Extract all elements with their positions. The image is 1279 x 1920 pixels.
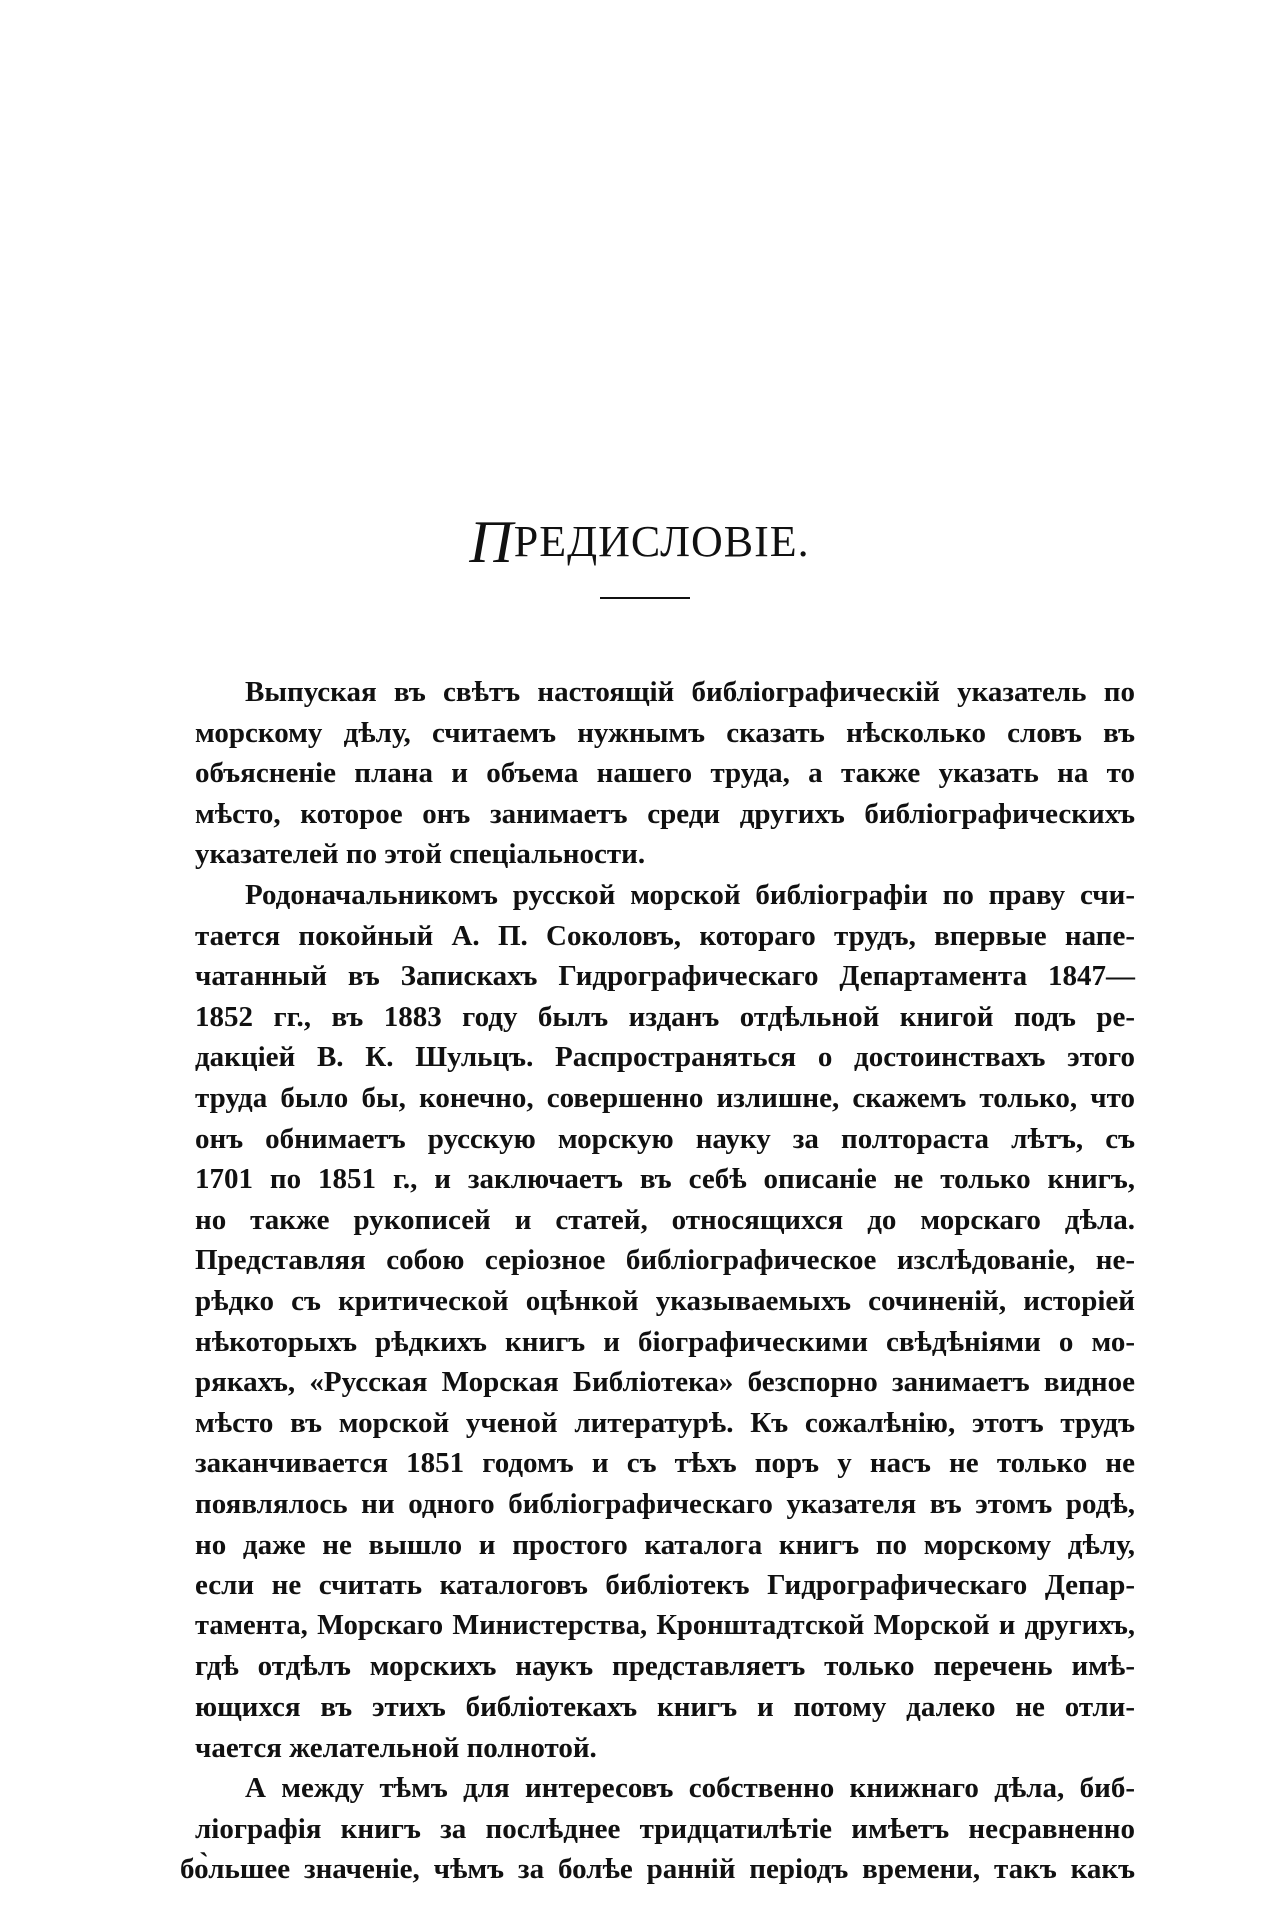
- text-line: рѣдко съ критической оцѣнкой указываемыхъ сочиненій, исторіей: [195, 1285, 1135, 1317]
- text-line: ліографія книгъ за послѣднее тридцатилѣтіе имѣетъ несравненно: [195, 1812, 1135, 1845]
- text-line: появлялось ни одного библіографическаго указателя въ этомъ родѣ,: [195, 1488, 1135, 1520]
- text-line: нѣкоторыхъ рѣдкихъ книгъ и біографическими свѣдѣніями о мо-: [195, 1325, 1135, 1358]
- text-line: 1852 гг., въ 1883 году былъ изданъ отдѣльной книгой подъ ре-: [195, 1000, 1135, 1033]
- text-line: но также рукописей и статей, относящихся до морскаго дѣла.: [195, 1203, 1135, 1236]
- text-line: чается желательной полнотой.: [195, 1731, 597, 1764]
- text-line: труда было бы, конечно, совершенно излишне, скажемъ только, что: [195, 1082, 1135, 1114]
- text-line: морскому дѣлу, считаемъ нужнымъ сказать нѣсколько словъ въ: [195, 716, 1135, 749]
- text-line: объясненіе плана и объема нашего труда, а также указать на то: [195, 757, 1135, 790]
- text-line: заканчивается 1851 годомъ и съ тѣхъ поръ у насъ не только не: [195, 1447, 1135, 1480]
- page-title: [0, 508, 1279, 575]
- text-line: ющихся въ этихъ библіотекахъ книгъ и потому далеко не отли-: [195, 1691, 1135, 1723]
- text-line: онъ обнимаетъ русскую морскую науку за полтораста лѣтъ, съ: [195, 1122, 1135, 1155]
- text-line: мѣсто въ морской ученой литературѣ. Къ сожалѣнію, этотъ трудъ: [195, 1406, 1135, 1439]
- text-line: А между тѣмъ для интересовъ собственно книжнаго дѣла, биб-: [245, 1772, 1135, 1805]
- text-line: тамента, Морскаго Министерства, Кронштадтской Морской и другихъ,: [195, 1609, 1135, 1641]
- title-text: РЕДИСЛОВІЕ.: [513, 517, 810, 566]
- text-line: 1701 по 1851 г., и заключаетъ въ себѣ описаніе не только книгъ,: [195, 1163, 1135, 1196]
- title-drop-cap: П: [469, 509, 514, 575]
- text-line: дакціей В. К. Шульцъ. Распространяться о достоинствахъ этого: [195, 1041, 1135, 1074]
- text-line: гдѣ отдѣлъ морскихъ наукъ представляетъ только перечень имѣ-: [195, 1650, 1135, 1683]
- text-line: Выпуская въ свѣтъ настоящій библіографическій указатель по: [245, 676, 1135, 708]
- title-divider: [600, 597, 690, 599]
- text-line: Родоначальникомъ русской морской библіографіи по праву счи-: [245, 879, 1135, 911]
- text-line: если не считать каталоговъ библіотекъ Гидрографическаго Депар-: [195, 1569, 1135, 1602]
- text-line: мѣсто, которое онъ занимаетъ среди другихъ библіографическихъ: [195, 797, 1135, 830]
- text-line: Представляя собою серіозное библіографическое изслѣдованіе, не-: [195, 1244, 1135, 1277]
- text-line: тается покойный А. П. Соколовъ, котораго трудъ, впервые напе-: [195, 919, 1135, 952]
- text-line: бо̀льшее значеніе, чѣмъ за болѣе ранній періодъ времени, такъ какъ: [180, 1853, 1135, 1886]
- text-line: чатанный въ Запискахъ Гидрографическаго Департамента 1847—: [195, 960, 1135, 993]
- text-line: указателей по этой спеціальности.: [195, 838, 646, 871]
- text-line: рякахъ, «Русская Морская Библіотека» безспорно занимаетъ видное: [195, 1366, 1135, 1399]
- text-line: но даже не вышло и простого каталога книгъ по морскому дѣлу,: [195, 1528, 1135, 1561]
